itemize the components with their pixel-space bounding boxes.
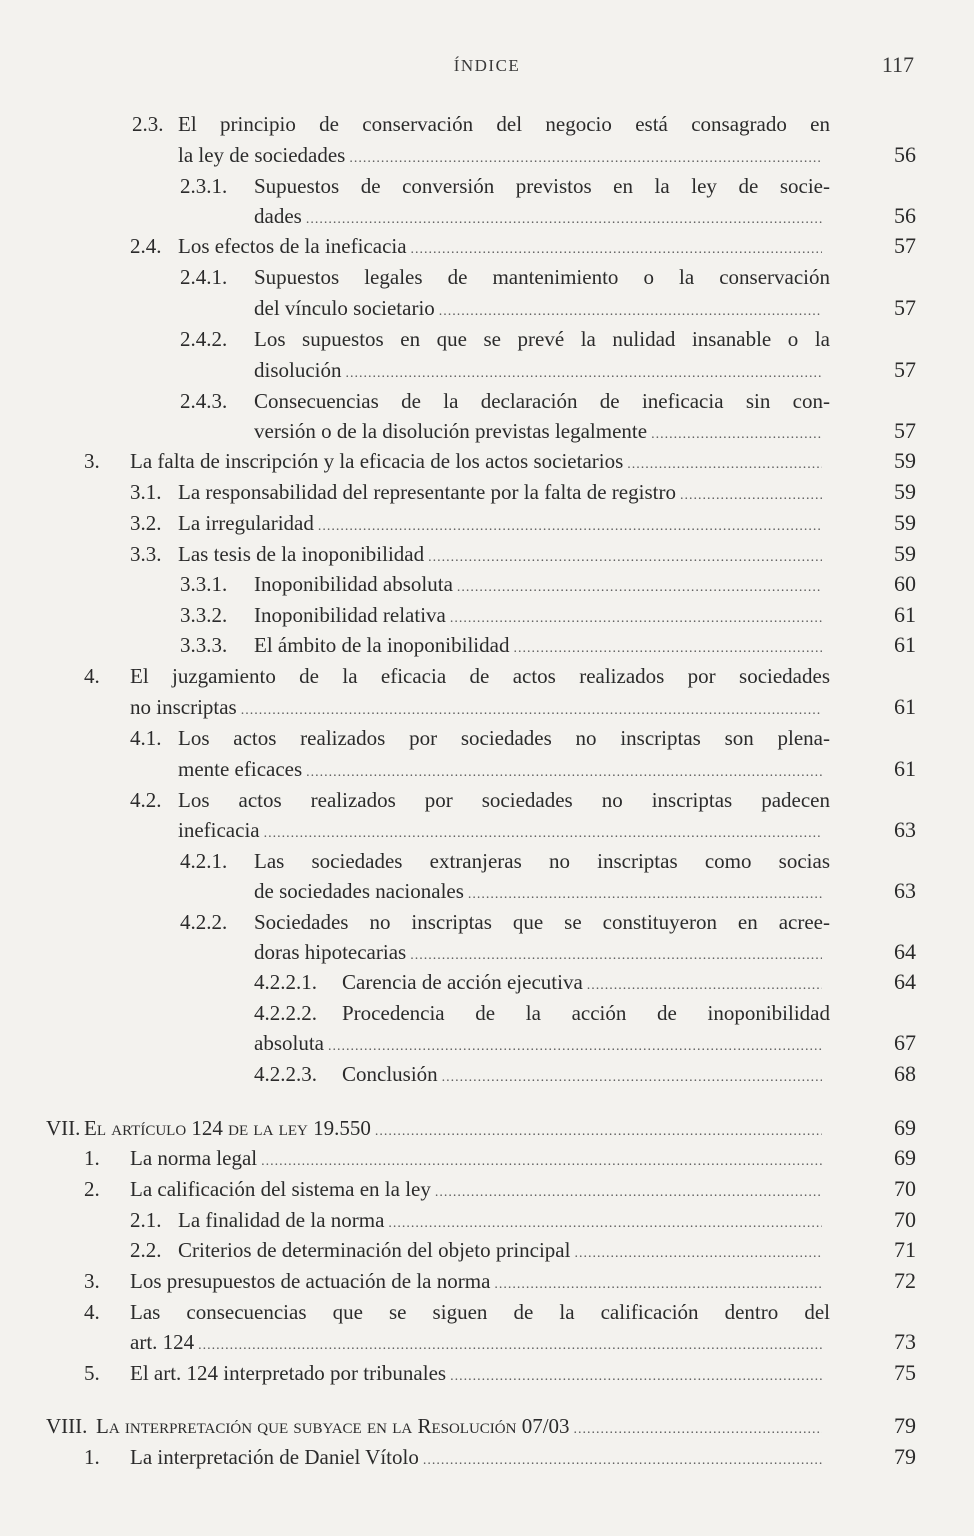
entry-page: 59	[894, 541, 916, 566]
entry-title-line1: Los supuestos en que se prevé la nulidad insanable o la	[254, 327, 830, 351]
entry-number: 3.3.3.	[180, 633, 228, 657]
entry-page: 63	[894, 878, 916, 903]
entry-page: 59	[894, 448, 916, 473]
entry-title-line1: Los actos realizados por sociedades no inscriptas padecen	[178, 788, 830, 812]
folio-number: 117	[881, 52, 914, 77]
entry-title: La norma legal	[130, 1146, 258, 1170]
entry-page: 79	[894, 1444, 916, 1469]
entry-page: 64	[894, 969, 916, 994]
entry-title: La responsabilidad del representante por la falta de registro	[178, 480, 676, 504]
entry-title-line1: Supuestos de conversión previstos en la ley de socie-	[254, 174, 830, 198]
entry-number: 3.	[84, 1269, 100, 1293]
entry-title: Conclusión	[342, 1062, 438, 1086]
entry-title-line2: de sociedades nacionales	[254, 879, 464, 903]
entry-number: 4.2.2.1.	[254, 970, 317, 994]
entry-number: 4.	[84, 1300, 100, 1324]
entry-page: 61	[894, 756, 916, 781]
entry-title-line1: Las consecuencias que se siguen de la calificación dentro del	[130, 1300, 830, 1324]
entry-title: El art. 124 interpretado por tribunales	[130, 1361, 447, 1385]
dot-leader	[435, 1178, 822, 1208]
entry-page: 57	[894, 418, 916, 443]
dot-leader	[574, 1239, 822, 1269]
entry-page: 60	[894, 571, 916, 596]
dot-leader	[468, 880, 822, 910]
entry-title: La interpretación de Daniel Vítolo	[130, 1445, 419, 1469]
dot-leader	[198, 1331, 822, 1361]
dot-leader	[328, 1032, 822, 1062]
entry-page: 59	[894, 510, 916, 535]
entry-number: 3.1.	[130, 480, 162, 504]
entry-number: 4.2.	[130, 788, 162, 812]
dot-leader	[442, 1063, 822, 1093]
entry-title-line1: Los actos realizados por sociedades no inscriptas son plena-	[178, 726, 830, 750]
entry-number: 2.4.3.	[180, 389, 228, 413]
entry-title: Inoponibilidad relativa	[254, 603, 446, 627]
entry-page: 56	[894, 203, 916, 228]
entry-number: 2.4.	[130, 234, 162, 258]
entry-title-line2: del vínculo societario	[254, 296, 435, 320]
entry-number: 1.	[84, 1146, 100, 1170]
chapter-title: La interpretación que subyace en la Resolución 07/03	[96, 1414, 570, 1438]
chapter-number: VII.	[46, 1116, 81, 1140]
entry-page: 67	[894, 1030, 916, 1055]
entry-title: Los efectos de la ineficacia	[178, 234, 407, 258]
entry-number: 2.4.1.	[180, 265, 228, 289]
entry-title-line1: Las sociedades extranjeras no inscriptas como socias	[254, 849, 830, 873]
dot-leader	[494, 1270, 822, 1300]
entry-number: 1.	[84, 1445, 100, 1469]
dot-leader	[587, 971, 822, 1001]
entry-page: 56	[894, 142, 916, 167]
entry-title: Las tesis de la inoponibilidad	[178, 542, 425, 566]
entry-title-line1: Supuestos legales de mantenimiento o la conservación	[254, 265, 830, 289]
entry-title-line1: Procedencia de la acción de inoponibilidad	[342, 1001, 830, 1025]
entry-page: 57	[894, 233, 916, 258]
entry-number: 4.1.	[130, 726, 162, 750]
dot-leader	[457, 573, 822, 603]
entry-page: 59	[894, 479, 916, 504]
entry-title: Carencia de acción ejecutiva	[342, 970, 583, 994]
entry-title-line2: no inscriptas	[130, 695, 237, 719]
dot-leader	[349, 144, 822, 174]
dot-leader	[318, 512, 822, 542]
dot-leader	[513, 634, 822, 664]
entry-number: 4.2.2.2.	[254, 1001, 317, 1025]
entry-title: El ámbito de la inoponibilidad	[254, 633, 510, 657]
entry-number: 5.	[84, 1361, 100, 1385]
entry-number: 3.3.2.	[180, 603, 228, 627]
dot-leader	[264, 819, 822, 849]
entry-title-line2: absoluta	[254, 1031, 324, 1055]
entry-title-line2: dades	[254, 204, 302, 228]
entry-page: 71	[894, 1237, 916, 1262]
entry-title-line1: Sociedades no inscriptas que se constituyeron en acree-	[254, 910, 830, 934]
entry-title-line2: art. 124	[130, 1330, 195, 1354]
entry-page: 68	[894, 1061, 916, 1086]
entry-page: 70	[894, 1176, 916, 1201]
entry-page: 61	[894, 632, 916, 657]
entry-page: 61	[894, 602, 916, 627]
entry-title: La irregularidad	[178, 511, 314, 535]
entry-number: 2.3.	[132, 112, 164, 136]
entry-number: 3.2.	[130, 511, 162, 535]
entry-page: 72	[894, 1268, 916, 1293]
dot-leader	[423, 1446, 822, 1476]
entry-title-line2: versión o de la disolución previstas legalmente	[254, 419, 648, 443]
entry-number: 4.2.1.	[180, 849, 228, 873]
entry-title-line1: El juzgamiento de la eficacia de actos realizados por sociedades	[130, 664, 830, 688]
entry-page: 79	[894, 1413, 916, 1438]
entry-number: 4.2.2.	[180, 910, 228, 934]
entry-number: 4.	[84, 664, 100, 688]
entry-title-line1: El principio de conservación del negocio está consagrado en	[178, 112, 830, 136]
entry-title-line2: doras hipotecarias	[254, 940, 407, 964]
dot-leader	[411, 235, 822, 265]
entry-number: 2.4.2.	[180, 327, 228, 351]
dot-leader	[261, 1147, 822, 1177]
entry-page: 64	[894, 939, 916, 964]
entry-number: 3.3.	[130, 542, 162, 566]
dot-leader	[306, 758, 822, 788]
entry-number: 2.2.	[130, 1238, 162, 1262]
entry-title-line1: Consecuencias de la declaración de ineficacia sin con-	[254, 389, 830, 413]
dot-leader	[627, 450, 822, 480]
entry-page: 75	[894, 1360, 916, 1385]
dot-leader	[680, 481, 822, 511]
entry-title-line2: mente eficaces	[178, 757, 303, 781]
entry-page: 57	[894, 295, 916, 320]
chapter-number: VIII.	[46, 1414, 88, 1438]
entry-number: 2.3.1.	[180, 174, 228, 198]
dot-leader	[241, 696, 822, 726]
entry-title: La falta de inscripción y la eficacia de los actos societarios	[130, 449, 624, 473]
entry-title-line2: la ley de sociedades	[178, 143, 346, 167]
entry-title: Los presupuestos de actuación de la norma	[130, 1269, 491, 1293]
entry-number: 2.	[84, 1177, 100, 1201]
entry-number: 4.2.2.3.	[254, 1062, 317, 1086]
entry-page: 63	[894, 817, 916, 842]
entry-title: La finalidad de la norma	[178, 1208, 385, 1232]
dot-leader	[439, 297, 822, 327]
entry-page: 69	[894, 1145, 916, 1170]
entry-number: 2.1.	[130, 1208, 162, 1232]
dot-leader	[346, 359, 823, 389]
dot-leader	[450, 1362, 822, 1392]
chapter-title: El artículo 124 de la ley 19.550	[84, 1116, 371, 1140]
entry-number: 3.3.1.	[180, 572, 228, 596]
running-title: ÍNDICE	[453, 56, 521, 75]
entry-title: Criterios de determinación del objeto principal	[178, 1238, 571, 1262]
entry-title: La calificación del sistema en la ley	[130, 1177, 431, 1201]
entry-page: 57	[894, 357, 916, 382]
entry-title: Inoponibilidad absoluta	[254, 572, 453, 596]
entry-page: 61	[894, 694, 916, 719]
entry-page: 73	[894, 1329, 916, 1354]
entry-title-line2: ineficacia	[178, 818, 260, 842]
entry-number: 3.	[84, 449, 100, 473]
entry-page: 69	[894, 1115, 916, 1140]
dot-leader	[574, 1415, 822, 1445]
entry-page: 70	[894, 1207, 916, 1232]
entry-title-line2: disolución	[254, 358, 342, 382]
